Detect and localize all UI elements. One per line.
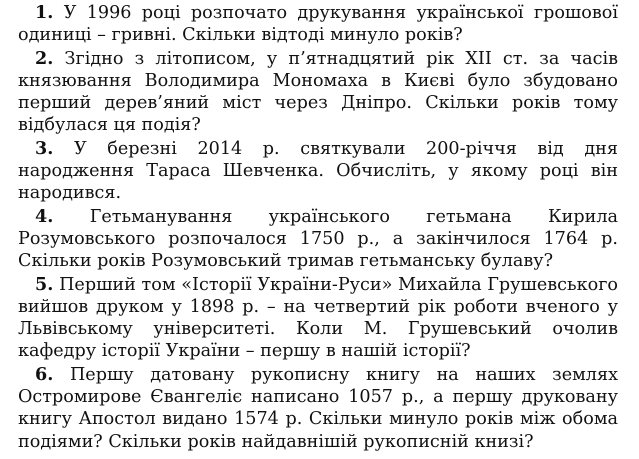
- problem-6: [18, 364, 618, 453]
- problem-number: 5.: [35, 273, 54, 295]
- problem-number: 2.: [35, 47, 54, 69]
- problem-number: 1.: [35, 2, 54, 23]
- problem-text: Гетьманування українського гетьмана Кирила Розумовського розпочалося 1750 р., а закінчилося 1764 р. Скільки років Розумовський тримав гетьманську булаву?: [18, 206, 618, 272]
- problem-1: [18, 2, 618, 47]
- problem-list: [18, 2, 618, 453]
- problem-text: Перший том «Історії України-Руси» Михайла Грушевського вийшов друком у 1898 р. – на четвертий рік роботи вченого у Львівському університеті. Коли М. Грушевський очолив кафедру історії України – першу в нашій історії?: [18, 274, 619, 362]
- problem-text: Згідно з літописом, у п’ятнадцятий рік XII ст. за часів князювання Володимира Мономаха в Києві було збудовано перший дерев’яний міст через Дніпро. Скільки років тому відбулася ця подія?: [18, 48, 618, 136]
- problem-text: У 1996 році розпочато друкування української грошової одиниці – гривні. Скільки відтоді минуло років?: [18, 3, 619, 46]
- problem-5: [18, 274, 618, 363]
- problem-text: У березні 2014 р. святкували 200-річчя від дня народження Тараса Шевченка. Обчисліть, у якому році він народився.: [18, 138, 618, 204]
- problem-2: [18, 48, 618, 137]
- problem-number: 6.: [35, 363, 54, 385]
- problem-text: Першу датовану рукописну книгу на наших землях Остромирове Євангеліє написано 1057 р., а першу друковану книгу Апостол видано 1574 р. Скільки минуло років між обома подіями? Скільки років найдавнішій рукописній книзі?: [18, 364, 619, 452]
- problem-number: 3.: [35, 137, 54, 159]
- problem-3: [18, 138, 618, 205]
- problem-4: [18, 206, 618, 273]
- problem-number: 4.: [35, 205, 54, 227]
